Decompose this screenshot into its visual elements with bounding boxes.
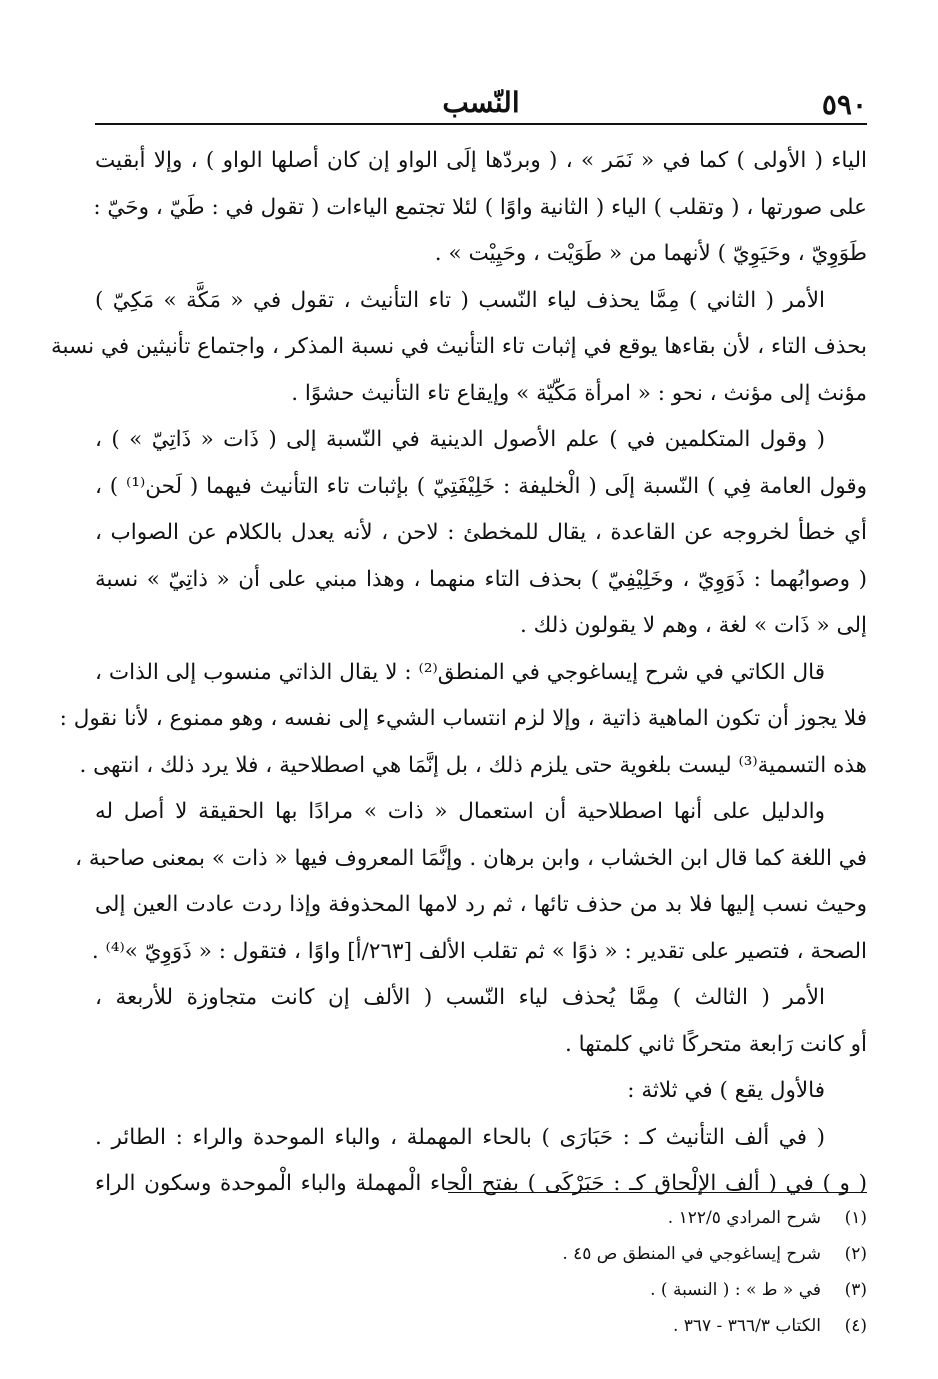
text-line: فلا يجوز أن تكون الماهية ذاتية ، وإلا لزم انتساب الشيء إلى نفسه ، وهو ممنوع ، لأنا نقول : <box>59 706 867 731</box>
header-rule <box>95 123 867 125</box>
text-line: على صورتها ، ( وتقلب ) الياء ( الثانية واوًا ) لئلا تجتمع الياءات ( تقول في : طَيّ ، وحَيّ : <box>93 194 867 220</box>
text-line: فالأول يقع ) في ثلاثة : <box>627 1078 825 1103</box>
text-line: الأمر ( الثاني ) مِمَّا يحذف لياء النّسب ( تاء التأنيث ، تقول في « مَكَّة » مَكِيّ ) <box>95 287 825 313</box>
running-title: النّسب <box>442 86 520 119</box>
footnote-number: (١) <box>844 1208 867 1228</box>
footnote <box>95 1272 867 1308</box>
text-line: بحذف التاء ، لأن بقاءها يوقع في إثبات تاء التأنيث في نسبة المذكر ، واجتماع تأنيثين في نسبة <box>50 334 867 359</box>
text-line: مؤنث إلى مؤنث ، نحو : « امرأة مَكّيّة » وإيقاع تاء التأنيث حشوًا . <box>291 380 867 406</box>
footnotes <box>95 1200 867 1344</box>
footnote <box>95 1308 867 1344</box>
text-line: في اللغة كما قال ابن الخشاب ، وابن برهان . وإنَّمَا المعروف فيها « ذات » بمعنى صاحبة ، <box>75 845 867 871</box>
footnote-text: في « ط » : ( النسبة ) . <box>650 1280 821 1300</box>
text-line: ( وصوابُهما : ذَوَوِيّ ، وخَلِيْفِيّ ) بحذف التاء منهما ، وهذا مبني على أن « ذاتِيّ » نسبة <box>95 566 867 592</box>
text-line: وقول العامة فِي ) النّسبة إلَى ( الْخليفة : خَلِيْفَتِيّ ) بإثبات تاء التأنيث فيهما ( لَحن⁽¹⁾ ) ، <box>95 473 867 499</box>
text-line: الياء ( الأولى ) كما في « نَمَر » ، ( وبردّها إلَى الواو إن كان أصلها الواو ) ، وإلا أبقيت <box>95 148 867 173</box>
footnote-number: (٣) <box>844 1280 867 1300</box>
footnote <box>95 1236 867 1272</box>
main-text <box>50 138 867 1208</box>
footnote-text: الكتاب ٣٦٦/٣ - ٣٦٧ . <box>672 1316 821 1336</box>
footnote-rule <box>448 1192 867 1193</box>
text-line: ( في ألف التأنيث كـ : حَبَارَى ) بالحاء المهملة ، والباء الموحدة والراء : الطائر . <box>95 1124 825 1150</box>
text-line: ( وقول المتكلمين في ) علم الأصول الدينية في النّسبة إلى ( ذَات « ذَاتِيّ » ) ، <box>95 427 825 452</box>
text-line: قال الكاتي في شرح إيساغوجي في المنطق⁽²⁾ : لا يقال الذاتي منسوب إلى الذات ، <box>95 659 826 685</box>
footnote-number: (٤) <box>844 1316 867 1336</box>
text-line: ( و ) في ( ألف الإلْحاق كـ : حَبَرْكَى ) بفتح الْحاء الْمهملة والباء الْموحدة وسكون الراء <box>95 1171 867 1196</box>
text-line: أو كانت رَابعة متحركًا ثاني كلمتها . <box>564 1031 867 1057</box>
footnote-text: شرح إيساغوجي في المنطق ص ٤٥ . <box>562 1244 821 1264</box>
text-line: هذه التسمية⁽³⁾ ليست بلغوية حتى يلزم ذلك ، بل إنَّمَا هي اصطلاحية ، فلا يرد ذلك ، انتهى . <box>79 752 867 778</box>
footnote-text: شرح المرادي ١٢٢/٥ . <box>667 1208 821 1228</box>
text-line: أي خطأ لخروجه عن القاعدة ، يقال للمخطئ : لاحن ، لأنه يعدل بالكلام عن الصواب ، <box>95 520 867 545</box>
text-line: والدليل على أنها اصطلاحية أن استعمال « ذات » مرادًا بها الحقيقة لا أصل له <box>95 799 825 824</box>
footnote-number: (٢) <box>844 1244 867 1264</box>
text-line: طَوَوِيّ ، وحَيَوِيّ ) لأنهما من « طَوَيْت ، وحَيِيْت » . <box>434 241 867 266</box>
text-line: الصحة ، فتصير على تقدير : « ذوًا » ثم تقلب الألف [٢٦٣/أ] واوًا ، فتقول : « ذَوَوِيّ »⁽⁴⁾ . <box>91 938 867 964</box>
page-number: ٥٩٠ <box>821 88 867 121</box>
footnote <box>95 1200 867 1236</box>
text-line: إلى « ذَات » لغة ، وهم لا يقولون ذلك . <box>519 613 867 638</box>
text-line: وحيث نسب إليها فلا بد من حذف تائها ، ثم رد لامها المحذوفة وإذا ردت عادت العين إلى <box>95 892 867 917</box>
text-line: الأمر ( الثالث ) مِمَّا يُحذف لياء النّسب ( الألف إن كانت متجاوزة للأربعة ، <box>95 985 825 1010</box>
page-header <box>95 84 867 124</box>
